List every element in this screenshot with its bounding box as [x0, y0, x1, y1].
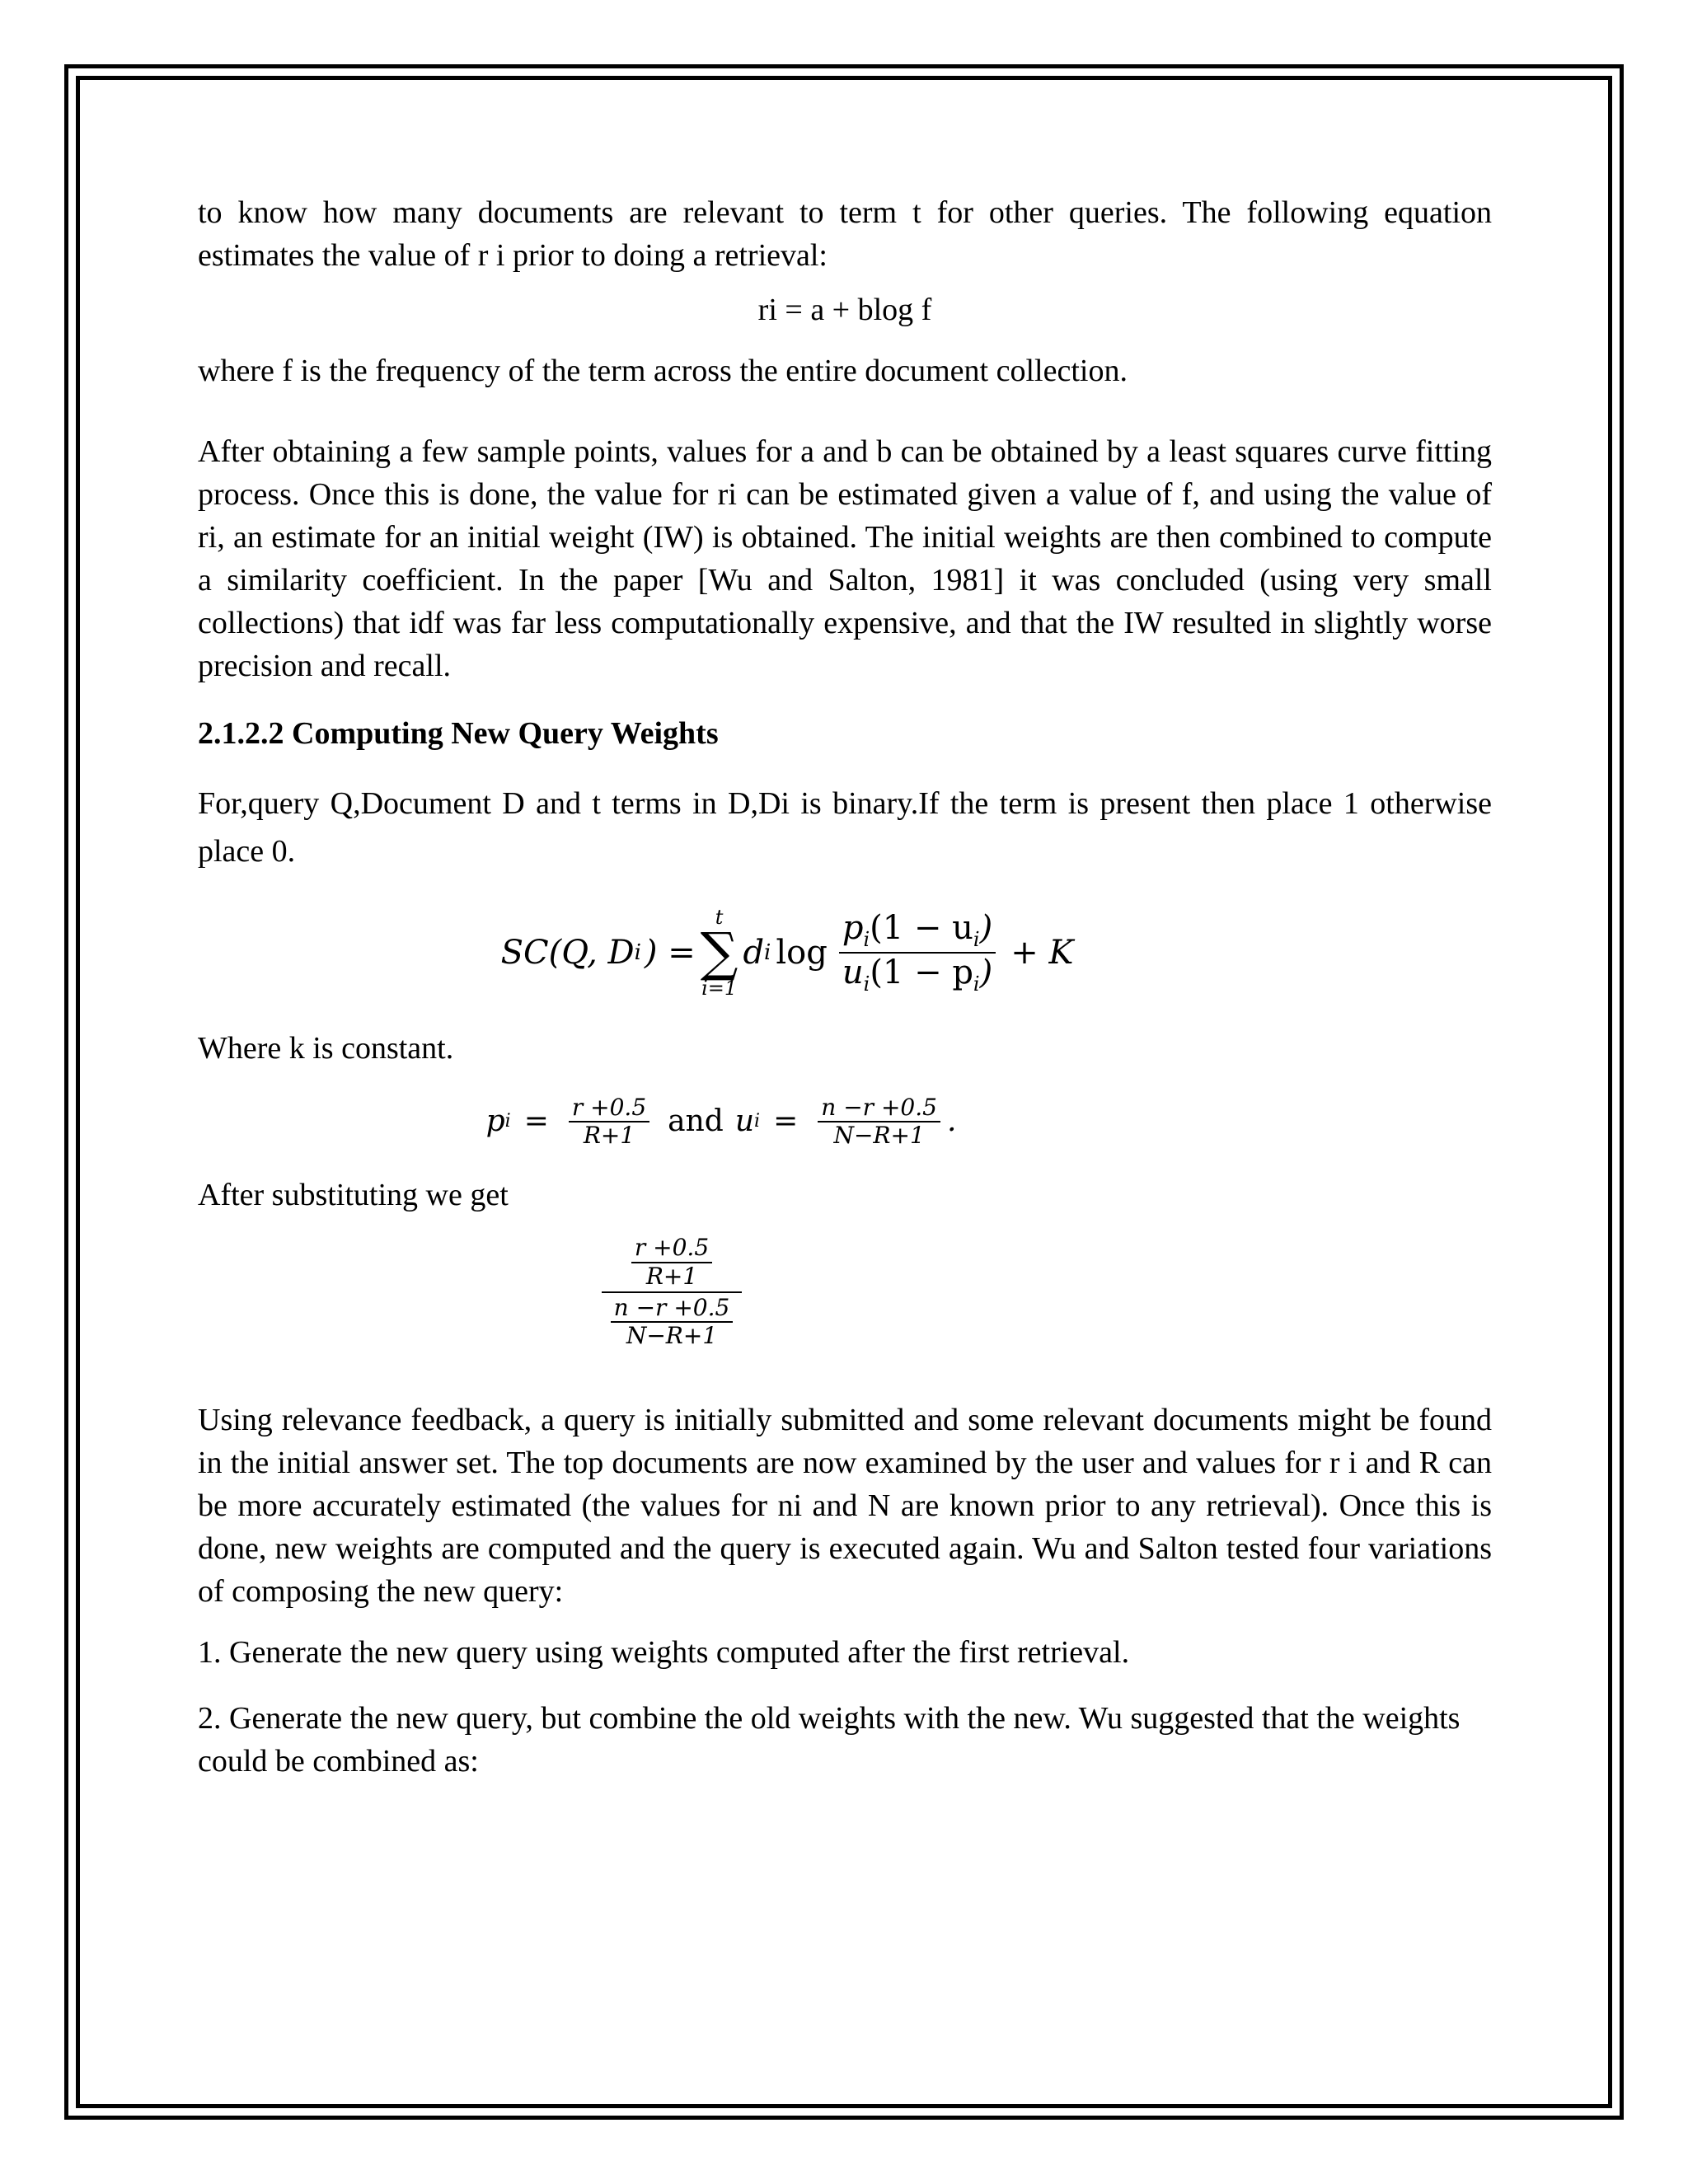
frequency-paragraph: where f is the frequency of the term across the entire document collection.: [198, 354, 1128, 388]
least-squares-paragraph: After obtaining a few sample points, values for a and b can be obtained by a least squares curve fitting process. Once this is done, the value for ri can be estimated given a value of f, and using the value of ri, an estimate for an initial weight (IW) is obtained. The initial weights are then combined to compute a similarity coefficient. In the paper [Wu and Salton, 1981] it was concluded (using very small collections) that idf was far less computationally expensive, and that the IW resulted in slightly worse precision and recall.: [198, 434, 1492, 683]
constant-note: Where k is constant.: [198, 1031, 454, 1066]
intro-paragraph: to know how many documents are relevant to term t for other queries. The following equation estimates the value of r i prior to doing a retrieval:: [198, 195, 1492, 273]
list-item: 2. Generate the new query, but combine the old weights with the new. Wu suggested that the weights could be combined as:: [198, 1701, 1461, 1779]
summation: t ∑ i=1: [700, 906, 738, 1000]
list-item: 1. Generate the new query using weights computed after the first retrieval.: [198, 1635, 1130, 1671]
section-heading: 2.1.2.2 Computing New Query Weights: [198, 716, 719, 751]
substitution-note: After substituting we get: [198, 1178, 509, 1213]
document-body: [198, 191, 1492, 1783]
equation-ratio: $\frac{\frac{r +0.5}{R+1}}{\frac{n -r +0.5}{N-R+1}}$: [602, 1235, 742, 1349]
sc-lhs: SC(Q, D: [500, 934, 635, 972]
binary-paragraph: For,query Q,Document D and t terms in D,Di is binary.If the term is present then place 1 otherwise place 0.: [198, 786, 1492, 869]
p-fraction: $\frac{r +0.5}{R+1}$: [569, 1094, 649, 1149]
relevance-feedback-paragraph: Using relevance feedback, a query is initially submitted and some relevant documents might be found in the initial answer set. The top documents are now examined by the user and values for r i and R can be more accurately estimated (the values for ni and N are known prior to any retrieval). Once this is done, new weights are computed and the query is executed again. Wu and Salton tested four variations of composing the new query:: [198, 1403, 1492, 1610]
u-fraction: $\frac{n -r +0.5}{N-R+1}$: [818, 1094, 940, 1149]
equation-ri: ri = a + blog f: [757, 293, 932, 327]
equation-similarity-coefficient: SC(Q, D i ) = t ∑ i=1 d i log $\frac{p_i(1 - u_i)}{u_i(1 - p_i)}$ + K: [500, 906, 1074, 1000]
log-fraction: $\frac{p_i(1 - u_i)}{u_i(1 - p_i)}$: [839, 909, 996, 996]
equation-p-u-estimates: p i = $\frac{r +0.5}{R+1}$ and u i = $\frac{n -r +0.5}{N-R+1}$ .: [485, 1094, 957, 1150]
